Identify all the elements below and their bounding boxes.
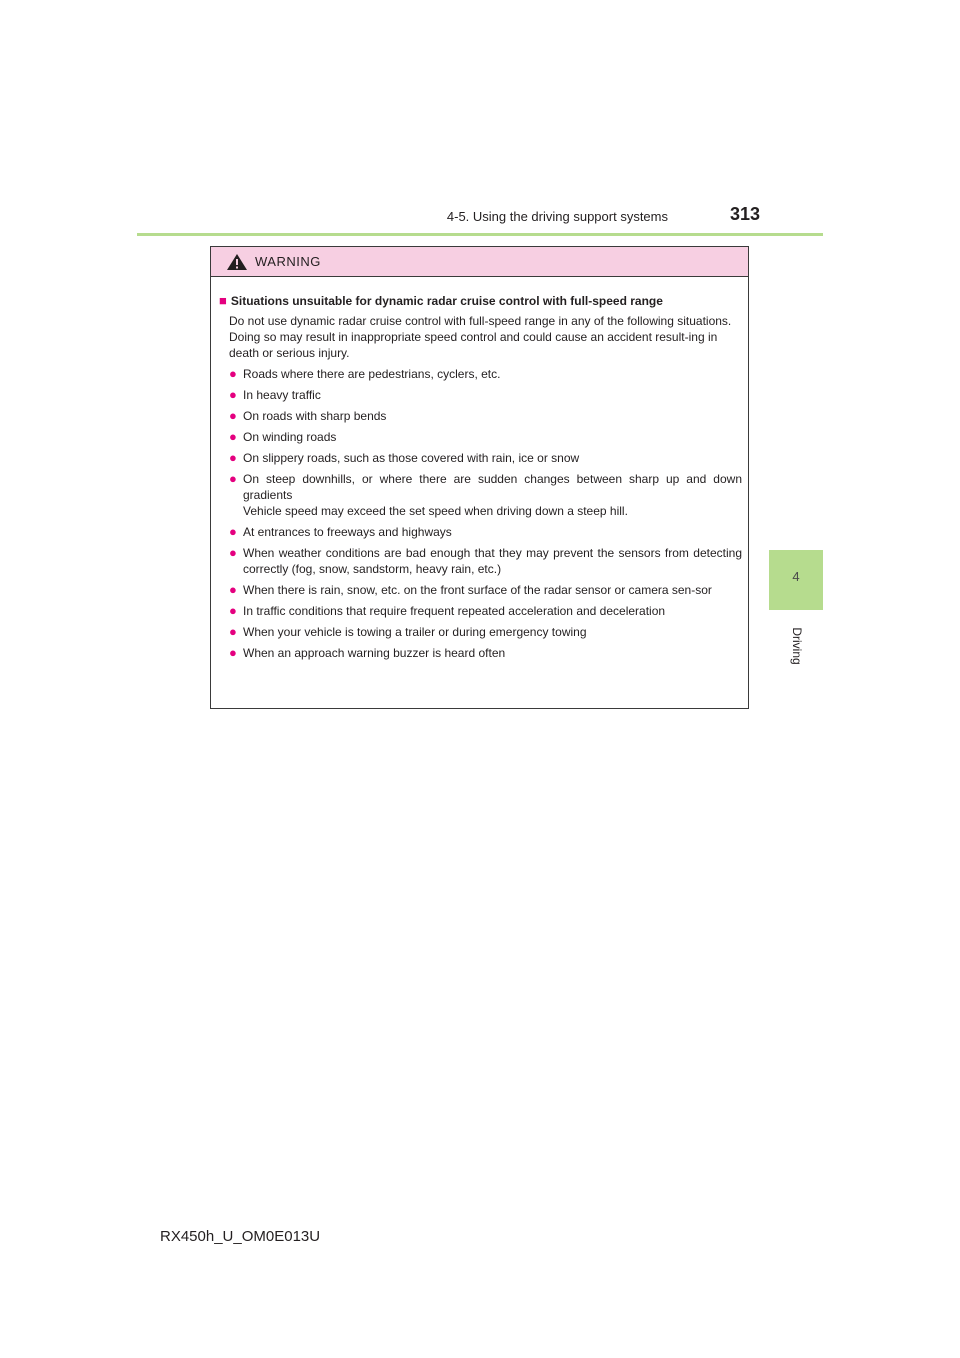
list-item-text: When there is rain, snow, etc. on the front surface of the radar sensor or camera sen-sor — [243, 583, 712, 597]
round-bullet-icon: ● — [229, 366, 237, 381]
warning-intro-line: Do not use dynamic radar cruise control with full-speed range in any of the following situations. — [229, 314, 732, 328]
list-item-text: Roads where there are pedestrians, cyclers, etc. — [243, 367, 501, 381]
round-bullet-icon: ● — [229, 408, 237, 423]
warning-box — [210, 246, 749, 709]
warning-list — [219, 366, 742, 661]
chapter-label-text: Driving — [790, 627, 804, 665]
round-bullet-icon: ● — [229, 471, 237, 486]
warning-section-title-text: Situations unsuitable for dynamic radar cruise control with full-speed range — [230, 294, 663, 308]
warning-header — [211, 247, 748, 277]
list-item-note: Vehicle speed may exceed the set speed when driving down a steep hill. — [243, 504, 628, 518]
square-bullet-icon: ■ — [219, 293, 227, 308]
list-item — [219, 408, 742, 424]
warning-triangle-icon — [226, 253, 248, 276]
model-code: RX450h_U_OM0E013U — [160, 1228, 321, 1245]
list-item — [219, 582, 742, 598]
round-bullet-icon: ● — [229, 429, 237, 444]
list-item-text: On roads with sharp bends — [243, 409, 387, 423]
round-bullet-icon: ● — [229, 524, 237, 539]
section-heading: 4-5. Using the driving support systems — [446, 209, 668, 224]
warning-section-title — [219, 293, 742, 309]
list-item-text: On steep downhills, or where there are sudden changes between sharp up and down gradients — [243, 472, 742, 502]
round-bullet-icon: ● — [229, 603, 237, 618]
page-number: 313 — [729, 204, 760, 224]
round-bullet-icon: ● — [229, 545, 237, 560]
list-item — [219, 524, 742, 540]
list-item — [219, 624, 742, 640]
warning-body — [211, 277, 748, 661]
round-bullet-icon: ● — [229, 645, 237, 660]
list-item-content — [243, 471, 742, 519]
list-item-text: When weather conditions are bad enough that they may prevent the sensors from detecting correctly (fog, snow, sandstorm, heavy rain, etc.) — [243, 546, 742, 576]
chapter-tab — [769, 550, 823, 610]
warning-label: WARNING — [255, 254, 321, 269]
warning-intro — [229, 313, 742, 361]
list-item — [219, 471, 742, 519]
warning-intro-line: Doing so may result in inappropriate speed control and could cause an accident result-ing in death or serious injury. — [229, 330, 718, 360]
list-item-text: In heavy traffic — [243, 388, 321, 402]
list-item-text: At entrances to freeways and highways — [243, 525, 452, 539]
list-item — [219, 429, 742, 445]
list-item-text: On winding roads — [243, 430, 337, 444]
list-item — [219, 645, 742, 661]
list-item-text: On slippery roads, such as those covered with rain, ice or snow — [243, 451, 580, 465]
chapter-label — [790, 616, 804, 676]
list-item — [219, 545, 742, 577]
list-item-text: When your vehicle is towing a trailer or during emergency towing — [243, 625, 587, 639]
round-bullet-icon: ● — [229, 387, 237, 402]
list-item-text: When an approach warning buzzer is heard often — [243, 646, 506, 660]
list-item — [219, 366, 742, 382]
chapter-number: 4 — [792, 569, 800, 584]
header-rule — [137, 233, 823, 236]
round-bullet-icon: ● — [229, 582, 237, 597]
list-item — [219, 450, 742, 466]
list-item-text: In traffic conditions that require frequent repeated acceleration and deceleration — [243, 604, 666, 618]
round-bullet-icon: ● — [229, 624, 237, 639]
list-item — [219, 603, 742, 619]
list-item — [219, 387, 742, 403]
round-bullet-icon: ● — [229, 450, 237, 465]
